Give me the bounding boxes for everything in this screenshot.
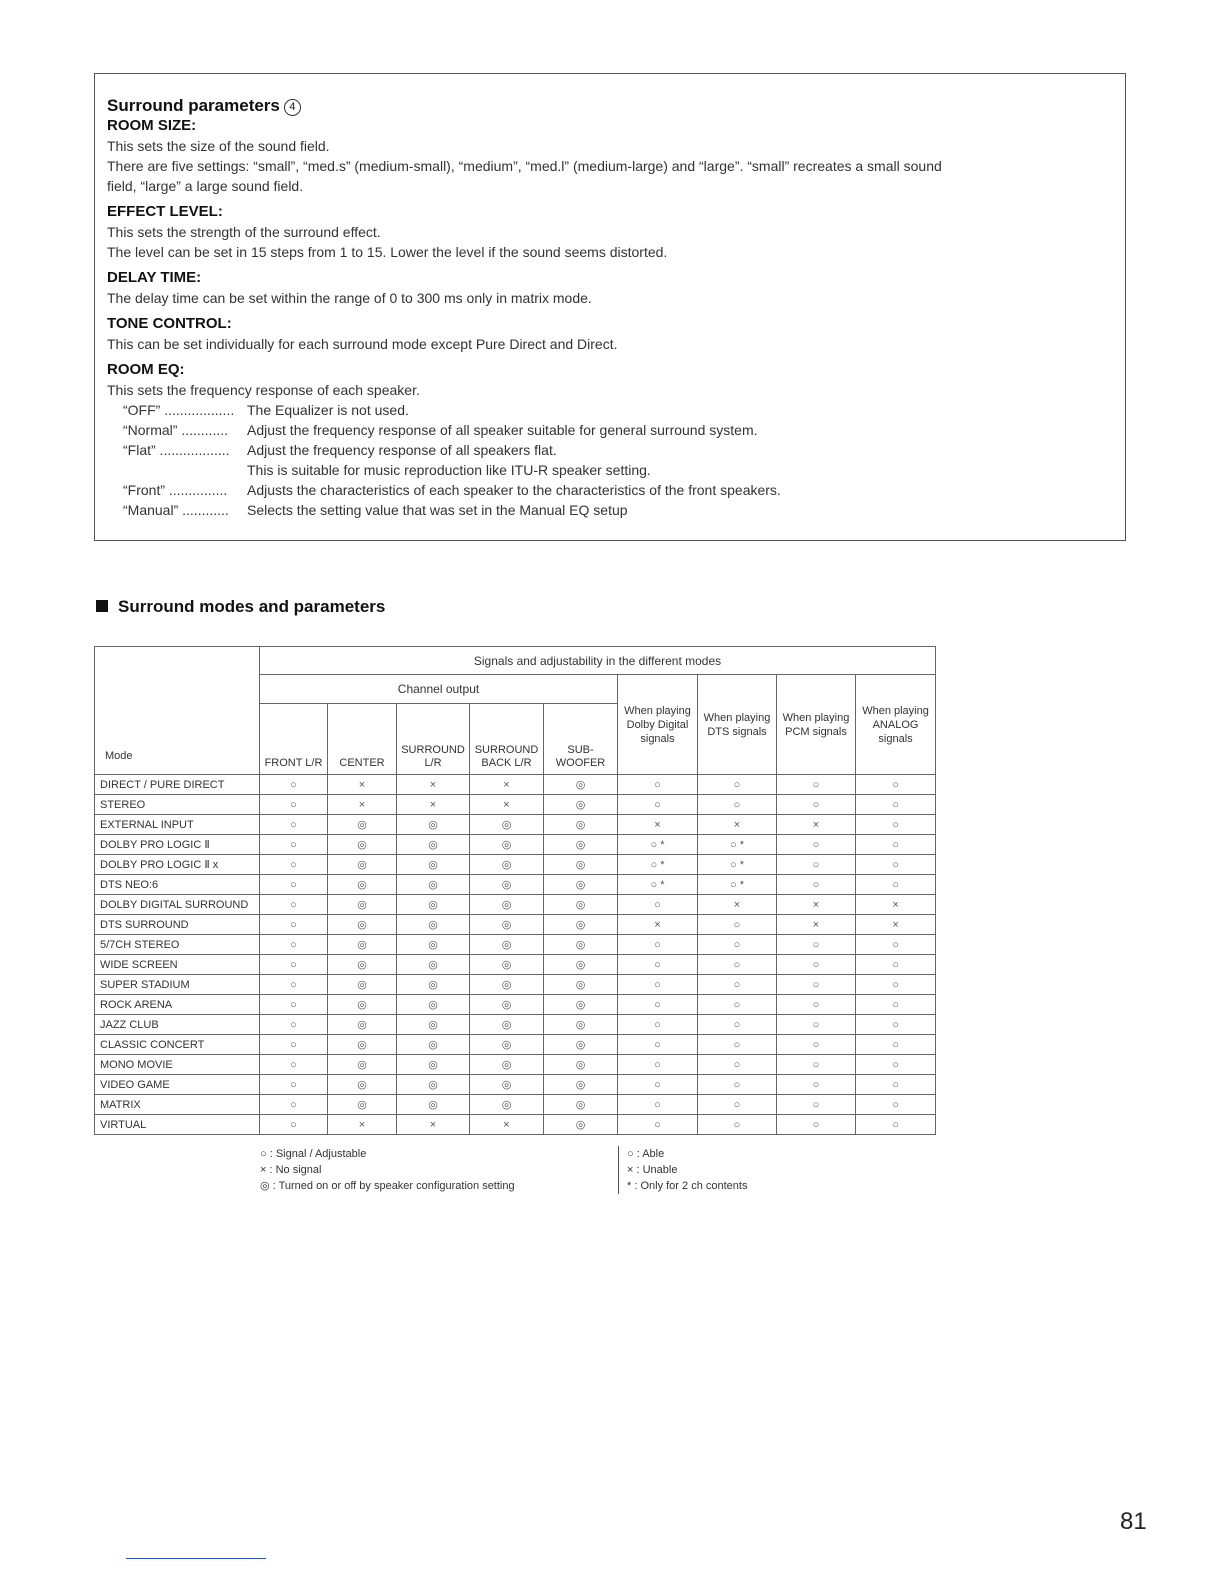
table-row [95, 935, 936, 955]
eq-option-description: Adjust the frequency response of all speaker suitable for general surround system. [247, 422, 758, 438]
table-cell: ○ [260, 775, 328, 795]
table-cell: ○ [777, 1035, 856, 1055]
mode-name-cell: MONO MOVIE [95, 1055, 260, 1075]
surround-parameters-box [94, 73, 1126, 541]
square-bullet-icon [96, 600, 108, 612]
table-cell: ○ [698, 1115, 777, 1135]
table-cell: ○ [856, 1075, 936, 1095]
mode-name-cell: 5/7CH STEREO [95, 935, 260, 955]
table-cell: ○ [618, 975, 698, 995]
table-cell: ◎ [397, 975, 470, 995]
table-cell: ○ [260, 1075, 328, 1095]
table-cell: ◎ [470, 975, 544, 995]
table-cell: ○ [856, 815, 936, 835]
table-cell: × [397, 775, 470, 795]
table-cell: ○ [698, 795, 777, 815]
table-cell: ○ [777, 1055, 856, 1075]
section-text: The delay time can be set within the range of 0 to 300 ms only in matrix mode. [107, 290, 592, 306]
table-cell: ◎ [544, 775, 618, 795]
mode-name-cell: DTS SURROUND [95, 915, 260, 935]
table-cell: ○ [260, 1035, 328, 1055]
table-cell: ○ [777, 795, 856, 815]
table-cell: ◎ [397, 835, 470, 855]
table-cell: ○ [777, 955, 856, 975]
section-text: This sets the size of the sound field. [107, 138, 330, 154]
section-text: This sets the frequency response of each speaker. [107, 382, 420, 398]
table-cell: ○ * [698, 855, 777, 875]
table-cell: × [856, 895, 936, 915]
table-cell: × [328, 1115, 397, 1135]
table-cell: ◎ [544, 1035, 618, 1055]
table-cell: ◎ [470, 1055, 544, 1075]
table-cell: ○ [856, 975, 936, 995]
table-cell: ○ [856, 1015, 936, 1035]
table-cell: ○ [777, 1115, 856, 1135]
table-cell: ○ [856, 995, 936, 1015]
table-cell: ○ [698, 1095, 777, 1115]
surround-parameters-title-text: Surround parameters [107, 96, 280, 115]
table-cell: ◎ [397, 1035, 470, 1055]
legend-item: ○ : Signal / Adjustable [260, 1148, 367, 1160]
surround-parameters-title [107, 96, 1113, 116]
eq-option-key: “Normal” ............ [123, 422, 229, 438]
table-cell: ○ * [618, 855, 698, 875]
table-cell: ◎ [544, 1075, 618, 1095]
section-text: field, “large” a large sound field. [107, 178, 304, 194]
mode-name-cell: SUPER STADIUM [95, 975, 260, 995]
table-cell: ○ [856, 795, 936, 815]
modes-heading-text: Surround modes and parameters [118, 597, 386, 616]
analog-column-header: When playing ANALOG signals [856, 675, 936, 775]
table-cell: ◎ [544, 955, 618, 975]
table-cell: ◎ [397, 875, 470, 895]
subwoofer-column-header: SUB-WOOFER [544, 704, 618, 775]
table-cell: ◎ [544, 1015, 618, 1035]
table-row [95, 1055, 936, 1075]
table-cell: ◎ [470, 1035, 544, 1055]
table-cell: ○ [777, 855, 856, 875]
table-cell: ○ * [618, 875, 698, 895]
table-cell: ○ [618, 775, 698, 795]
table-cell: ◎ [328, 975, 397, 995]
eq-option-key: “OFF” .................. [123, 402, 235, 418]
table-cell: ○ [856, 875, 936, 895]
table-cell: ◎ [544, 995, 618, 1015]
legend-item: * : Only for 2 ch contents [627, 1180, 748, 1192]
table-row [95, 915, 936, 935]
mode-name-cell: CLASSIC CONCERT [95, 1035, 260, 1055]
table-cell: × [397, 1115, 470, 1135]
table-cell: ◎ [328, 955, 397, 975]
page-number: 81 [1120, 1508, 1147, 1535]
table-row [95, 1115, 936, 1135]
dts-column-header: When playing DTS signals [698, 675, 777, 775]
legend-item: × : Unable [627, 1164, 678, 1176]
table-cell: ○ [856, 1035, 936, 1055]
table-row [95, 995, 936, 1015]
mode-name-cell: WIDE SCREEN [95, 955, 260, 975]
table-cell: ◎ [470, 875, 544, 895]
table-cell: × [328, 775, 397, 795]
eq-option-row [107, 500, 1113, 520]
table-cell: ◎ [470, 835, 544, 855]
table-cell: ◎ [328, 895, 397, 915]
room-eq-options [107, 400, 1113, 520]
table-cell: ○ [260, 875, 328, 895]
table-cell: ◎ [544, 795, 618, 815]
table-cell: × [470, 795, 544, 815]
table-cell: ○ [698, 1075, 777, 1095]
table-cell: ○ [777, 995, 856, 1015]
table-cell: ◎ [397, 1015, 470, 1035]
table-cell: ○ [618, 995, 698, 1015]
table-cell: ○ [618, 955, 698, 975]
table-row [95, 795, 936, 815]
mode-rows [95, 775, 936, 1135]
table-cell: ◎ [328, 915, 397, 935]
legend-ability [618, 1146, 747, 1194]
table-row [95, 1075, 936, 1095]
legend-item: ○ : Able [627, 1148, 665, 1160]
mode-name-cell: DIRECT / PURE DIRECT [95, 775, 260, 795]
mode-name-cell: DOLBY DIGITAL SURROUND [95, 895, 260, 915]
table-cell: ○ [260, 1015, 328, 1035]
section-text: The level can be set in 15 steps from 1 to 15. Lower the level if the sound seems distorted. [107, 244, 668, 260]
table-row [95, 855, 936, 875]
table-cell: ◎ [397, 1075, 470, 1095]
table-cell: ◎ [544, 1115, 618, 1135]
eq-option-row [107, 460, 1113, 480]
table-cell: ○ [260, 955, 328, 975]
mode-name-cell: MATRIX [95, 1095, 260, 1115]
section-text: This sets the strength of the surround effect. [107, 224, 381, 240]
table-cell: ◎ [397, 1095, 470, 1115]
surround-lr-column-header: SURROUND L/R [397, 704, 470, 775]
eq-option-row [107, 420, 1113, 440]
parameter-sections [107, 116, 1113, 400]
legend-signal [260, 1146, 515, 1194]
section-text: This can be set individually for each surround mode except Pure Direct and Direct. [107, 336, 618, 352]
eq-option-description: This is suitable for music reproduction like ITU-R speaker setting. [247, 462, 651, 478]
mode-name-cell: VIDEO GAME [95, 1075, 260, 1095]
table-cell: × [856, 915, 936, 935]
table-cell: ◎ [328, 815, 397, 835]
table-cell: ◎ [328, 835, 397, 855]
table-row [95, 975, 936, 995]
eq-option-description: Selects the setting value that was set in the Manual EQ setup [247, 502, 628, 518]
table-cell: ○ [260, 975, 328, 995]
mode-name-cell: JAZZ CLUB [95, 1015, 260, 1035]
table-cell: ○ [260, 815, 328, 835]
table-cell: ◎ [397, 855, 470, 875]
table-row [95, 875, 936, 895]
table-cell: ○ [777, 1015, 856, 1035]
section-heading: ROOM EQ: [107, 361, 185, 378]
table-cell: ○ [260, 835, 328, 855]
table-cell: ○ * [698, 835, 777, 855]
table-cell: ○ [856, 1095, 936, 1115]
table-cell: ◎ [470, 1095, 544, 1115]
eq-option-key [107, 460, 247, 480]
mode-name-cell: EXTERNAL INPUT [95, 815, 260, 835]
table-cell: ○ * [698, 875, 777, 895]
table-cell: × [777, 915, 856, 935]
table-cell: ◎ [397, 935, 470, 955]
table-cell: ○ [618, 1035, 698, 1055]
table-cell: ○ [698, 975, 777, 995]
table-row [95, 1035, 936, 1055]
table-cell: ◎ [397, 955, 470, 975]
table-cell: ○ [260, 1115, 328, 1135]
table-cell: ◎ [328, 875, 397, 895]
table-cell: ◎ [397, 895, 470, 915]
table-cell: ○ [260, 995, 328, 1015]
table-cell: ○ [777, 875, 856, 895]
table-cell: × [328, 795, 397, 815]
table-cell: ○ [698, 1015, 777, 1035]
table-cell: ○ [698, 915, 777, 935]
circled-number-badge: 4 [284, 99, 301, 116]
table-cell: ○ [856, 1115, 936, 1135]
table-cell: ○ [260, 795, 328, 815]
table-cell: ○ [856, 955, 936, 975]
table-cell: ◎ [328, 935, 397, 955]
pcm-column-header: When playing PCM signals [777, 675, 856, 775]
table-cell: ◎ [544, 1095, 618, 1115]
table-cell: ◎ [397, 1055, 470, 1075]
table-row [95, 815, 936, 835]
table-cell: ○ [777, 975, 856, 995]
table-cell: ◎ [470, 915, 544, 935]
table-cell: ◎ [470, 855, 544, 875]
table-row [95, 1015, 936, 1035]
table-cell: ◎ [544, 855, 618, 875]
table-cell: ○ [777, 1075, 856, 1095]
table-cell: × [618, 915, 698, 935]
eq-option-key: “Flat” .................. [123, 442, 230, 458]
table-cell: ◎ [470, 815, 544, 835]
mode-name-cell: VIRTUAL [95, 1115, 260, 1135]
table-cell: ◎ [470, 1075, 544, 1095]
table-cell: ○ [618, 895, 698, 915]
center-column-header: CENTER [328, 704, 397, 775]
table-cell: ◎ [328, 1075, 397, 1095]
table-cell: ○ [618, 1095, 698, 1115]
table-cell: × [397, 795, 470, 815]
signals-header: Signals and adjustability in the different modes [260, 647, 936, 675]
table-cell: ◎ [397, 815, 470, 835]
table-cell: ◎ [544, 835, 618, 855]
legend-item: ◎ : Turned on or off by speaker configuration setting [260, 1180, 515, 1192]
table-cell: ◎ [470, 895, 544, 915]
dolby-digital-column-header: When playing Dolby Digital signals [618, 675, 698, 775]
eq-option-key: “Front” ............... [123, 482, 228, 498]
section-heading: DELAY TIME: [107, 269, 202, 286]
table-cell: ○ [777, 775, 856, 795]
table-cell: ◎ [470, 995, 544, 1015]
eq-option-description: The Equalizer is not used. [247, 402, 409, 418]
table-cell: ◎ [470, 935, 544, 955]
eq-option-row [107, 440, 1113, 460]
table-cell: ○ [618, 1055, 698, 1075]
table-cell: ◎ [544, 895, 618, 915]
table-cell: ◎ [544, 815, 618, 835]
modes-section-heading [96, 597, 385, 617]
table-cell: ○ * [618, 835, 698, 855]
table-cell: ○ [856, 835, 936, 855]
table-cell: ○ [260, 935, 328, 955]
table-cell: ◎ [397, 995, 470, 1015]
table-cell: ○ [618, 1115, 698, 1135]
table-cell: ◎ [470, 955, 544, 975]
eq-option-row [107, 480, 1113, 500]
table-cell: ○ [698, 995, 777, 1015]
table-cell: ○ [618, 795, 698, 815]
table-cell: ○ [856, 855, 936, 875]
table-cell: ○ [698, 1055, 777, 1075]
table-cell: ○ [618, 935, 698, 955]
table-cell: ◎ [544, 935, 618, 955]
table-cell: ○ [856, 935, 936, 955]
table-row [95, 955, 936, 975]
table-cell: ◎ [544, 915, 618, 935]
table-cell: × [470, 775, 544, 795]
table-cell: ○ [856, 775, 936, 795]
mode-name-cell: DTS NEO:6 [95, 875, 260, 895]
table-cell: ○ [260, 915, 328, 935]
mode-column-header: Mode [95, 647, 260, 775]
section-heading: ROOM SIZE: [107, 117, 197, 134]
table-cell: ○ [856, 1055, 936, 1075]
table-row [95, 775, 936, 795]
table-cell: × [777, 895, 856, 915]
section-text: There are five settings: “small”, “med.s” (medium-small), “medium”, “med.l” (medium-large) and “large”. “small” recreates a small sound [107, 158, 942, 174]
table-cell: ○ [777, 835, 856, 855]
table-row [95, 1095, 936, 1115]
table-cell: ◎ [470, 1015, 544, 1035]
table-cell: ◎ [544, 1055, 618, 1075]
eq-option-row [107, 400, 1113, 420]
section-heading: TONE CONTROL: [107, 315, 232, 332]
table-cell: ○ [260, 855, 328, 875]
footer-rule [126, 1558, 266, 1559]
table-cell: ◎ [328, 1095, 397, 1115]
table-cell: ○ [618, 1075, 698, 1095]
table-cell: × [618, 815, 698, 835]
mode-name-cell: ROCK ARENA [95, 995, 260, 1015]
mode-name-cell: DOLBY PRO LOGIC Ⅱ x [95, 855, 260, 875]
table-cell: ○ [618, 1015, 698, 1035]
table-cell: ○ [777, 935, 856, 955]
table-cell: ○ [698, 935, 777, 955]
table-cell: × [698, 895, 777, 915]
legend-item: × : No signal [260, 1164, 322, 1176]
table-cell: ◎ [328, 855, 397, 875]
table-row [95, 835, 936, 855]
mode-name-cell: DOLBY PRO LOGIC Ⅱ [95, 835, 260, 855]
table-cell: ◎ [328, 1015, 397, 1035]
mode-name-cell: STEREO [95, 795, 260, 815]
table-cell: ○ [698, 955, 777, 975]
eq-option-description: Adjusts the characteristics of each speaker to the characteristics of the front speakers. [247, 482, 781, 498]
table-cell: ○ [260, 1095, 328, 1115]
section-heading: EFFECT LEVEL: [107, 203, 223, 220]
table-cell: ◎ [544, 975, 618, 995]
table-cell: ○ [260, 1055, 328, 1075]
table-cell: ○ [698, 775, 777, 795]
table-cell: ◎ [328, 1035, 397, 1055]
table-cell: ○ [260, 895, 328, 915]
surround-modes-table [94, 646, 936, 1135]
table-cell: × [470, 1115, 544, 1135]
table-cell: ○ [777, 1095, 856, 1115]
table-cell: ◎ [328, 995, 397, 1015]
table-cell: × [777, 815, 856, 835]
front-lr-column-header: FRONT L/R [260, 704, 328, 775]
table-cell: ◎ [328, 1055, 397, 1075]
table-cell: × [698, 815, 777, 835]
eq-option-description: Adjust the frequency response of all speakers flat. [247, 442, 557, 458]
table-cell: ◎ [397, 915, 470, 935]
surround-back-column-header: SURROUND BACK L/R [470, 704, 544, 775]
table-row [95, 895, 936, 915]
table-cell: ○ [698, 1035, 777, 1055]
eq-option-key: “Manual” ............ [123, 502, 229, 518]
table-cell: ◎ [544, 875, 618, 895]
channel-output-header: Channel output [260, 675, 618, 704]
